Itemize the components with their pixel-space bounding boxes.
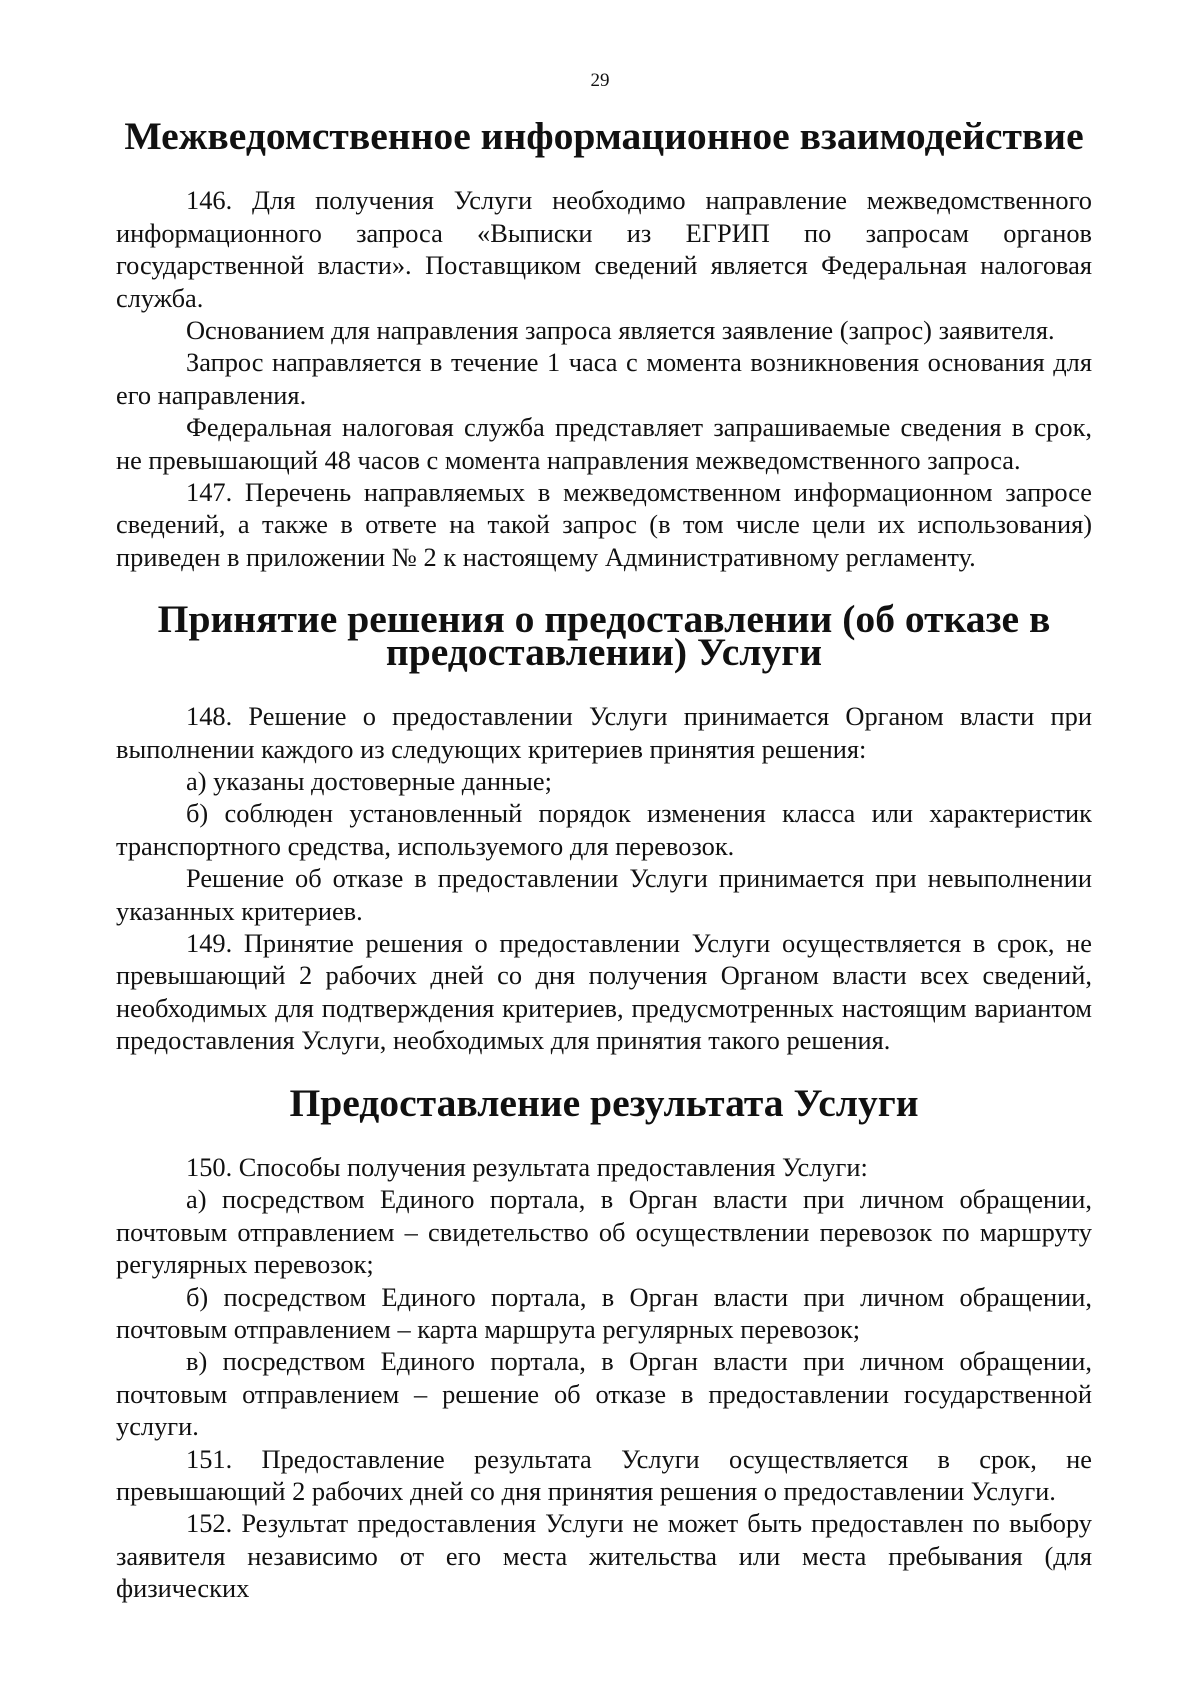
paragraph: а) указаны достоверные данные; (186, 765, 552, 796)
document-body (116, 114, 1092, 1605)
section-heading: Межведомственное информационное взаимодействие (124, 114, 1084, 158)
paragraph: б) посредством Единого портала, в Орган власти при личном обращении, почтовым отправлением – карта маршрута регулярных перевозок; (116, 1281, 1092, 1344)
paragraph: 149. Принятие решения о предоставлении Услуги осуществляется в срок, не превышающий 2 рабочих дней со дня получения Органом власти всех сведений, необходимых для подтверждения критериев, предусмотренных настоящим вариантом предоставления Услуги, необходимых для принятия такого решения. (116, 927, 1092, 1056)
paragraph: 147. Перечень направляемых в межведомственном информационном запросе сведений, а также в ответе на такой запрос (в том числе цели их использования) приведен в приложении № 2 к настоящему Административному регламенту. (116, 477, 1092, 572)
paragraph: 150. Способы получения результата предоставления Услуги: (186, 1151, 868, 1182)
paragraph: Решение об отказе в предоставлении Услуги принимается при невыполнении указанных критериев. (116, 863, 1092, 926)
section-heading: Предоставление результата Услуги (289, 1080, 919, 1125)
paragraph: 148. Решение о предоставлении Услуги принимается Органом власти при выполнении каждого из следующих критериев принятия решения: (116, 701, 1092, 764)
paragraph: а) посредством Единого портала, в Орган власти при личном обращении, почтовым отправлением – свидетельство об осуществлении перевозок по маршруту регулярных перевозок; (116, 1184, 1092, 1280)
paragraph: 152. Результат предоставления Услуги не может быть предоставлен по выбору заявителя независимо от его места жительства или места пребывания (для физических (116, 1508, 1092, 1604)
paragraph: 146. Для получения Услуги необходимо направление межведомственного информационного запроса «Выписки из ЕГРИП по запросам органов государственной власти». Поставщиком сведений является Федеральная налоговая служба. (116, 185, 1092, 313)
paragraph: Запрос направляется в течение 1 часа с момента возникновения основания для его направления. (116, 347, 1092, 410)
paragraph: б) соблюден установленный порядок изменения класса или характеристик транспортного средства, используемого для перевозок. (116, 798, 1092, 861)
section-heading: Принятие решения о предоставлении (об отказе в предоставлении) Услуги (157, 597, 1051, 674)
paragraph: в) посредством Единого портала, в Орган власти при личном обращении, почтовым отправлением – решение об отказе в предоставлении государственной услуги. (116, 1346, 1092, 1442)
page-number: 29 (590, 70, 610, 91)
paragraph: Федеральная налоговая служба представляет запрашиваемые сведения в срок, не превышающий 48 часов с момента направления межведомственного запроса. (116, 412, 1092, 475)
paragraph: 151. Предоставление результата Услуги осуществляется в срок, не превышающий 2 рабочих дней со дня принятия решения о предоставлении Услуги. (116, 1443, 1092, 1507)
paragraph: Основанием для направления запроса является заявление (запрос) заявителя. (186, 315, 1055, 346)
